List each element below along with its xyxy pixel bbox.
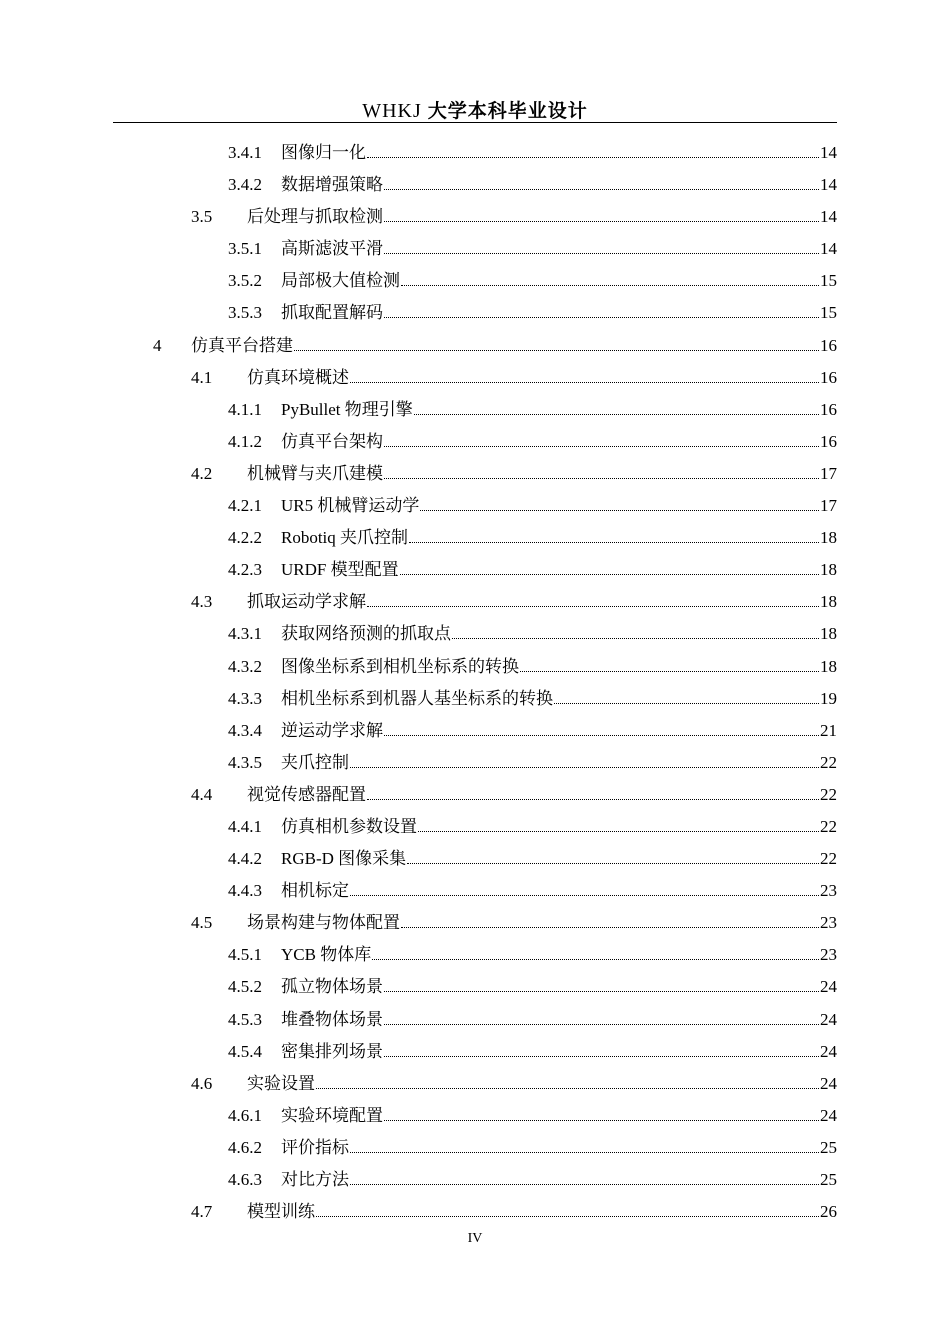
toc-entry-title: 图像坐标系到相机坐标系的转换: [281, 651, 519, 683]
toc-entry-number: 4.3.3: [228, 688, 262, 708]
toc-entry-title: 仿真平台架构: [281, 426, 383, 458]
toc-entry-page: 21: [820, 720, 837, 740]
toc-entry[interactable]: [0, 362, 950, 394]
toc-entry-number: 3.4.2: [228, 175, 262, 195]
toc-entry-page: 22: [820, 849, 837, 869]
toc-entry-page: 24: [820, 1009, 837, 1029]
toc-entry-page: 24: [820, 977, 837, 997]
toc-dot-leader: [520, 671, 819, 672]
toc-dot-leader: [384, 253, 819, 254]
toc-entry-page: 23: [820, 913, 837, 933]
toc-entry-page: 23: [820, 881, 837, 901]
toc-entry-page: 17: [820, 496, 837, 516]
toc-entry-number: 4.6.1: [228, 1105, 262, 1125]
toc-entry-page: 26: [820, 1202, 837, 1222]
toc-entry-title: 堆叠物体场景: [281, 1004, 383, 1036]
toc-dot-leader: [401, 285, 819, 286]
toc-entry-number: 4.3.1: [228, 624, 262, 644]
toc-dot-leader: [384, 735, 819, 736]
toc-entry-title: 仿真环境概述: [247, 362, 349, 394]
toc-entry-page: 17: [820, 463, 837, 483]
toc-entry[interactable]: [0, 1132, 950, 1164]
toc-entry-number: 4.1: [191, 367, 213, 387]
toc-entry-title: 对比方法: [281, 1164, 349, 1196]
toc-entry[interactable]: [0, 1004, 950, 1036]
toc-entry-number: 4.4: [191, 784, 213, 804]
toc-entry-page: 18: [820, 656, 837, 676]
toc-entry-title: RGB-D 图像采集: [281, 843, 406, 875]
toc-entry-line: [281, 875, 837, 907]
toc-entry[interactable]: [0, 939, 950, 971]
toc-dot-leader: [367, 799, 819, 800]
toc-entry-line: [247, 907, 837, 939]
toc-dot-leader: [316, 1088, 819, 1089]
toc-entry-number: 4.6: [191, 1073, 213, 1093]
toc-entry-number: 4.5: [191, 913, 213, 933]
toc-entry-title: 视觉传感器配置: [247, 779, 366, 811]
toc-entry[interactable]: [0, 1164, 950, 1196]
toc-entry-title: 数据增强策略: [281, 169, 383, 201]
toc-entry-page: 16: [820, 367, 837, 387]
toc-entry[interactable]: [0, 683, 950, 715]
toc-dot-leader: [384, 1056, 819, 1057]
toc-dot-leader: [409, 542, 819, 543]
toc-entry[interactable]: [0, 426, 950, 458]
toc-entry-line: [247, 201, 837, 233]
toc-entry-number: 4.5.3: [228, 1009, 262, 1029]
toc-entry[interactable]: [0, 651, 950, 683]
toc-dot-leader: [350, 1152, 819, 1153]
toc-dot-leader: [400, 574, 819, 575]
toc-entry-line: [247, 1196, 837, 1228]
toc-dot-leader: [418, 831, 819, 832]
toc-entry-page: 24: [820, 1041, 837, 1061]
toc-entry[interactable]: [0, 971, 950, 1003]
toc-dot-leader: [384, 317, 819, 318]
toc-entry-title: 密集排列场景: [281, 1036, 383, 1068]
toc-entry-number: 4.6.3: [228, 1170, 262, 1189]
toc-entry-number: 3.5.1: [228, 239, 262, 259]
toc-entry[interactable]: [0, 618, 950, 650]
toc-entry-page: 18: [820, 560, 837, 580]
toc-dot-leader: [367, 606, 819, 607]
toc-dot-leader: [294, 350, 819, 351]
toc-entry-line: [281, 971, 837, 1003]
toc-entry-page: 24: [820, 1073, 837, 1093]
toc-entry-page: 14: [820, 207, 837, 227]
toc-dot-leader: [407, 863, 819, 864]
toc-entry-page: 14: [820, 143, 837, 162]
toc-entry-title: 逆运动学求解: [281, 715, 383, 747]
toc-entry[interactable]: [0, 394, 950, 426]
toc-entry-number: 4.7: [191, 1202, 213, 1222]
toc-dot-leader: [350, 767, 819, 768]
toc-entry[interactable]: [0, 875, 950, 907]
toc-entry[interactable]: [0, 1036, 950, 1068]
toc-entry-line: [281, 1132, 837, 1164]
toc-entry-title: 实验环境配置: [281, 1100, 383, 1132]
toc-dot-leader: [384, 446, 819, 447]
toc-dot-leader: [350, 382, 819, 383]
toc-dot-leader: [384, 991, 819, 992]
toc-entry-line: [281, 747, 837, 779]
toc-entry-page: 15: [820, 271, 837, 291]
toc-entry-title: URDF 模型配置: [281, 554, 399, 586]
toc-entry[interactable]: [0, 201, 950, 233]
toc-entry-line: [247, 362, 837, 394]
toc-entry[interactable]: [0, 1100, 950, 1132]
toc-entry-line: [281, 1004, 837, 1036]
toc-entry[interactable]: [0, 715, 950, 747]
toc-entry[interactable]: [0, 586, 950, 618]
toc-entry-title: 后处理与抓取检测: [247, 201, 383, 233]
toc-entry-title: 抓取运动学求解: [247, 586, 366, 618]
toc-entry[interactable]: [0, 907, 950, 939]
toc-entry-line: [281, 137, 837, 169]
toc-entry-page: 15: [820, 303, 837, 323]
toc-entry-title: 夹爪控制: [281, 747, 349, 779]
toc-entry-page: 24: [820, 1105, 837, 1125]
toc-entry-title: 相机坐标系到机器人基坐标系的转换: [281, 683, 553, 715]
toc-entry-line: [247, 1068, 837, 1100]
toc-entry-title: 孤立物体场景: [281, 971, 383, 1003]
toc-entry-line: [191, 330, 837, 362]
toc-entry-number: 4.5.1: [228, 945, 262, 965]
toc-dot-leader: [384, 189, 819, 190]
toc-entry-number: 3.5: [191, 207, 213, 227]
toc-entry-title: 相机标定: [281, 875, 349, 907]
toc-entry-line: [281, 651, 837, 683]
toc-entry-number: 4.2.1: [228, 496, 262, 516]
toc-entry-number: 4.2.3: [228, 560, 262, 580]
toc-entry[interactable]: [0, 233, 950, 265]
toc-dot-leader: [350, 895, 819, 896]
toc-entry-line: [281, 554, 837, 586]
toc-entry-line: [247, 458, 837, 490]
toc-entry-number: 4.2.2: [228, 528, 262, 548]
toc-entry-page: 22: [820, 816, 837, 836]
toc-dot-leader: [384, 221, 819, 222]
toc-entry-page: 18: [820, 528, 837, 548]
toc-entry-number: 4.5.2: [228, 977, 262, 997]
toc-entry-number: 4.3.2: [228, 656, 262, 676]
toc-entry[interactable]: [0, 297, 950, 329]
toc-entry-page: 16: [820, 399, 837, 419]
toc-entry-title: PyBullet 物理引擎: [281, 394, 413, 426]
toc-entry-number: 4.3.4: [228, 720, 262, 740]
header-document-type: 大学本科毕业设计: [427, 100, 588, 122]
page-number: IV: [467, 1231, 483, 1246]
toc-entry-title: 评价指标: [281, 1132, 349, 1164]
toc-entry-number: 4.4.1: [228, 816, 262, 836]
toc-entry-title: 抓取配置解码: [281, 297, 383, 329]
toc-entry-number: 3.5.2: [228, 271, 262, 291]
toc-entry-page: 14: [820, 239, 837, 259]
toc-entry-line: [281, 811, 837, 843]
toc-dot-leader: [367, 157, 819, 158]
toc-dot-leader: [384, 1024, 819, 1025]
toc-entry-number: 4.1.2: [228, 431, 262, 451]
toc-entry[interactable]: [0, 747, 950, 779]
toc-entry-number: 4.4.2: [228, 849, 262, 869]
toc-entry-line: [281, 394, 837, 426]
toc-entry[interactable]: [0, 169, 950, 201]
toc-entry-title: 实验设置: [247, 1068, 315, 1100]
toc-entry-title: 获取网络预测的抓取点: [281, 618, 451, 650]
toc-entry-line: [281, 297, 837, 329]
toc-dot-leader: [554, 703, 819, 704]
toc-entry-number: 4.5.4: [228, 1041, 262, 1061]
toc-entry-page: 18: [820, 624, 837, 644]
toc-dot-leader: [384, 478, 819, 479]
toc-entry-title: 机械臂与夹爪建模: [247, 458, 383, 490]
toc-entry-number: 4.4.3: [228, 881, 262, 901]
toc-entry-page: 23: [820, 945, 837, 965]
toc-entry-title: 高斯滤波平滑: [281, 233, 383, 265]
toc-entry-number: 4.6.2: [228, 1137, 262, 1157]
toc-entry-line: [281, 522, 837, 554]
toc-entry[interactable]: [0, 779, 950, 811]
toc-entry-page: 16: [820, 335, 837, 355]
toc-entry-number: 3.5.3: [228, 303, 262, 323]
toc-entry[interactable]: [0, 490, 950, 522]
toc-entry-page: 25: [820, 1137, 837, 1157]
header-rule: [113, 122, 837, 123]
toc-entry-line: [281, 618, 837, 650]
toc-entry-line: [281, 683, 837, 715]
toc-dot-leader: [452, 638, 819, 639]
toc-entry-title: 图像归一化: [281, 137, 366, 169]
toc-entry-title: Robotiq 夹爪控制: [281, 522, 408, 554]
toc-entry[interactable]: [0, 137, 950, 169]
toc-entry-title: 仿真平台搭建: [191, 330, 293, 362]
toc-dot-leader: [384, 1120, 819, 1121]
toc-entry[interactable]: [0, 458, 950, 490]
page-header: [0, 96, 950, 123]
toc-entry-line: [247, 779, 837, 811]
toc-dot-leader: [414, 414, 819, 415]
toc-entry-page: 22: [820, 752, 837, 772]
toc-dot-leader: [350, 1184, 819, 1185]
toc-entry-line: [281, 233, 837, 265]
toc-entry-title: 场景构建与物体配置: [247, 907, 400, 939]
toc-entry[interactable]: [0, 522, 950, 554]
toc-entry-page: 18: [820, 592, 837, 612]
toc-dot-leader: [316, 1216, 819, 1217]
toc-entry-line: [281, 939, 837, 971]
toc-entry-number: 4.2: [191, 463, 213, 483]
toc-entry-page: 25: [820, 1170, 837, 1189]
toc-entry-page: 14: [820, 175, 837, 195]
toc-entry-title: 仿真相机参数设置: [281, 811, 417, 843]
toc-entry-number: 4.3: [191, 592, 213, 612]
toc-entry-number: 4.3.5: [228, 752, 262, 772]
toc-entry-line: [281, 265, 837, 297]
toc-entry-page: 22: [820, 784, 837, 804]
toc-dot-leader: [420, 510, 819, 511]
toc-dot-leader: [401, 927, 819, 928]
toc-entry-number: 4.1.1: [228, 399, 262, 419]
toc-entry-title: 模型训练: [247, 1196, 315, 1228]
toc-entry[interactable]: [0, 1068, 950, 1100]
toc-entry-line: [281, 1100, 837, 1132]
toc-entry[interactable]: [0, 554, 950, 586]
header-institution-code: WHKJ: [362, 100, 422, 122]
toc-entry-page: 16: [820, 431, 837, 451]
toc-entry-line: [281, 843, 837, 875]
toc-entry-line: [247, 586, 837, 618]
table-of-contents: [0, 137, 950, 1228]
toc-entry[interactable]: [0, 811, 950, 843]
toc-entry-title: YCB 物体库: [281, 939, 371, 971]
toc-entry-line: [281, 426, 837, 458]
toc-entry[interactable]: [0, 265, 950, 297]
toc-entry-line: [281, 169, 837, 201]
toc-entry-number: 3.4.1: [228, 143, 262, 162]
toc-dot-leader: [372, 959, 819, 960]
toc-entry[interactable]: [0, 1196, 950, 1228]
toc-entry-title: UR5 机械臂运动学: [281, 490, 419, 522]
toc-entry-line: [281, 490, 837, 522]
toc-entry-number: 4: [153, 335, 162, 355]
toc-entry[interactable]: [0, 843, 950, 875]
toc-entry-line: [281, 1036, 837, 1068]
toc-entry[interactable]: [0, 330, 950, 362]
toc-entry-page: 19: [820, 688, 837, 708]
toc-entry-line: [281, 715, 837, 747]
toc-entry-line: [281, 1164, 837, 1196]
toc-entry-title: 局部极大值检测: [281, 265, 400, 297]
